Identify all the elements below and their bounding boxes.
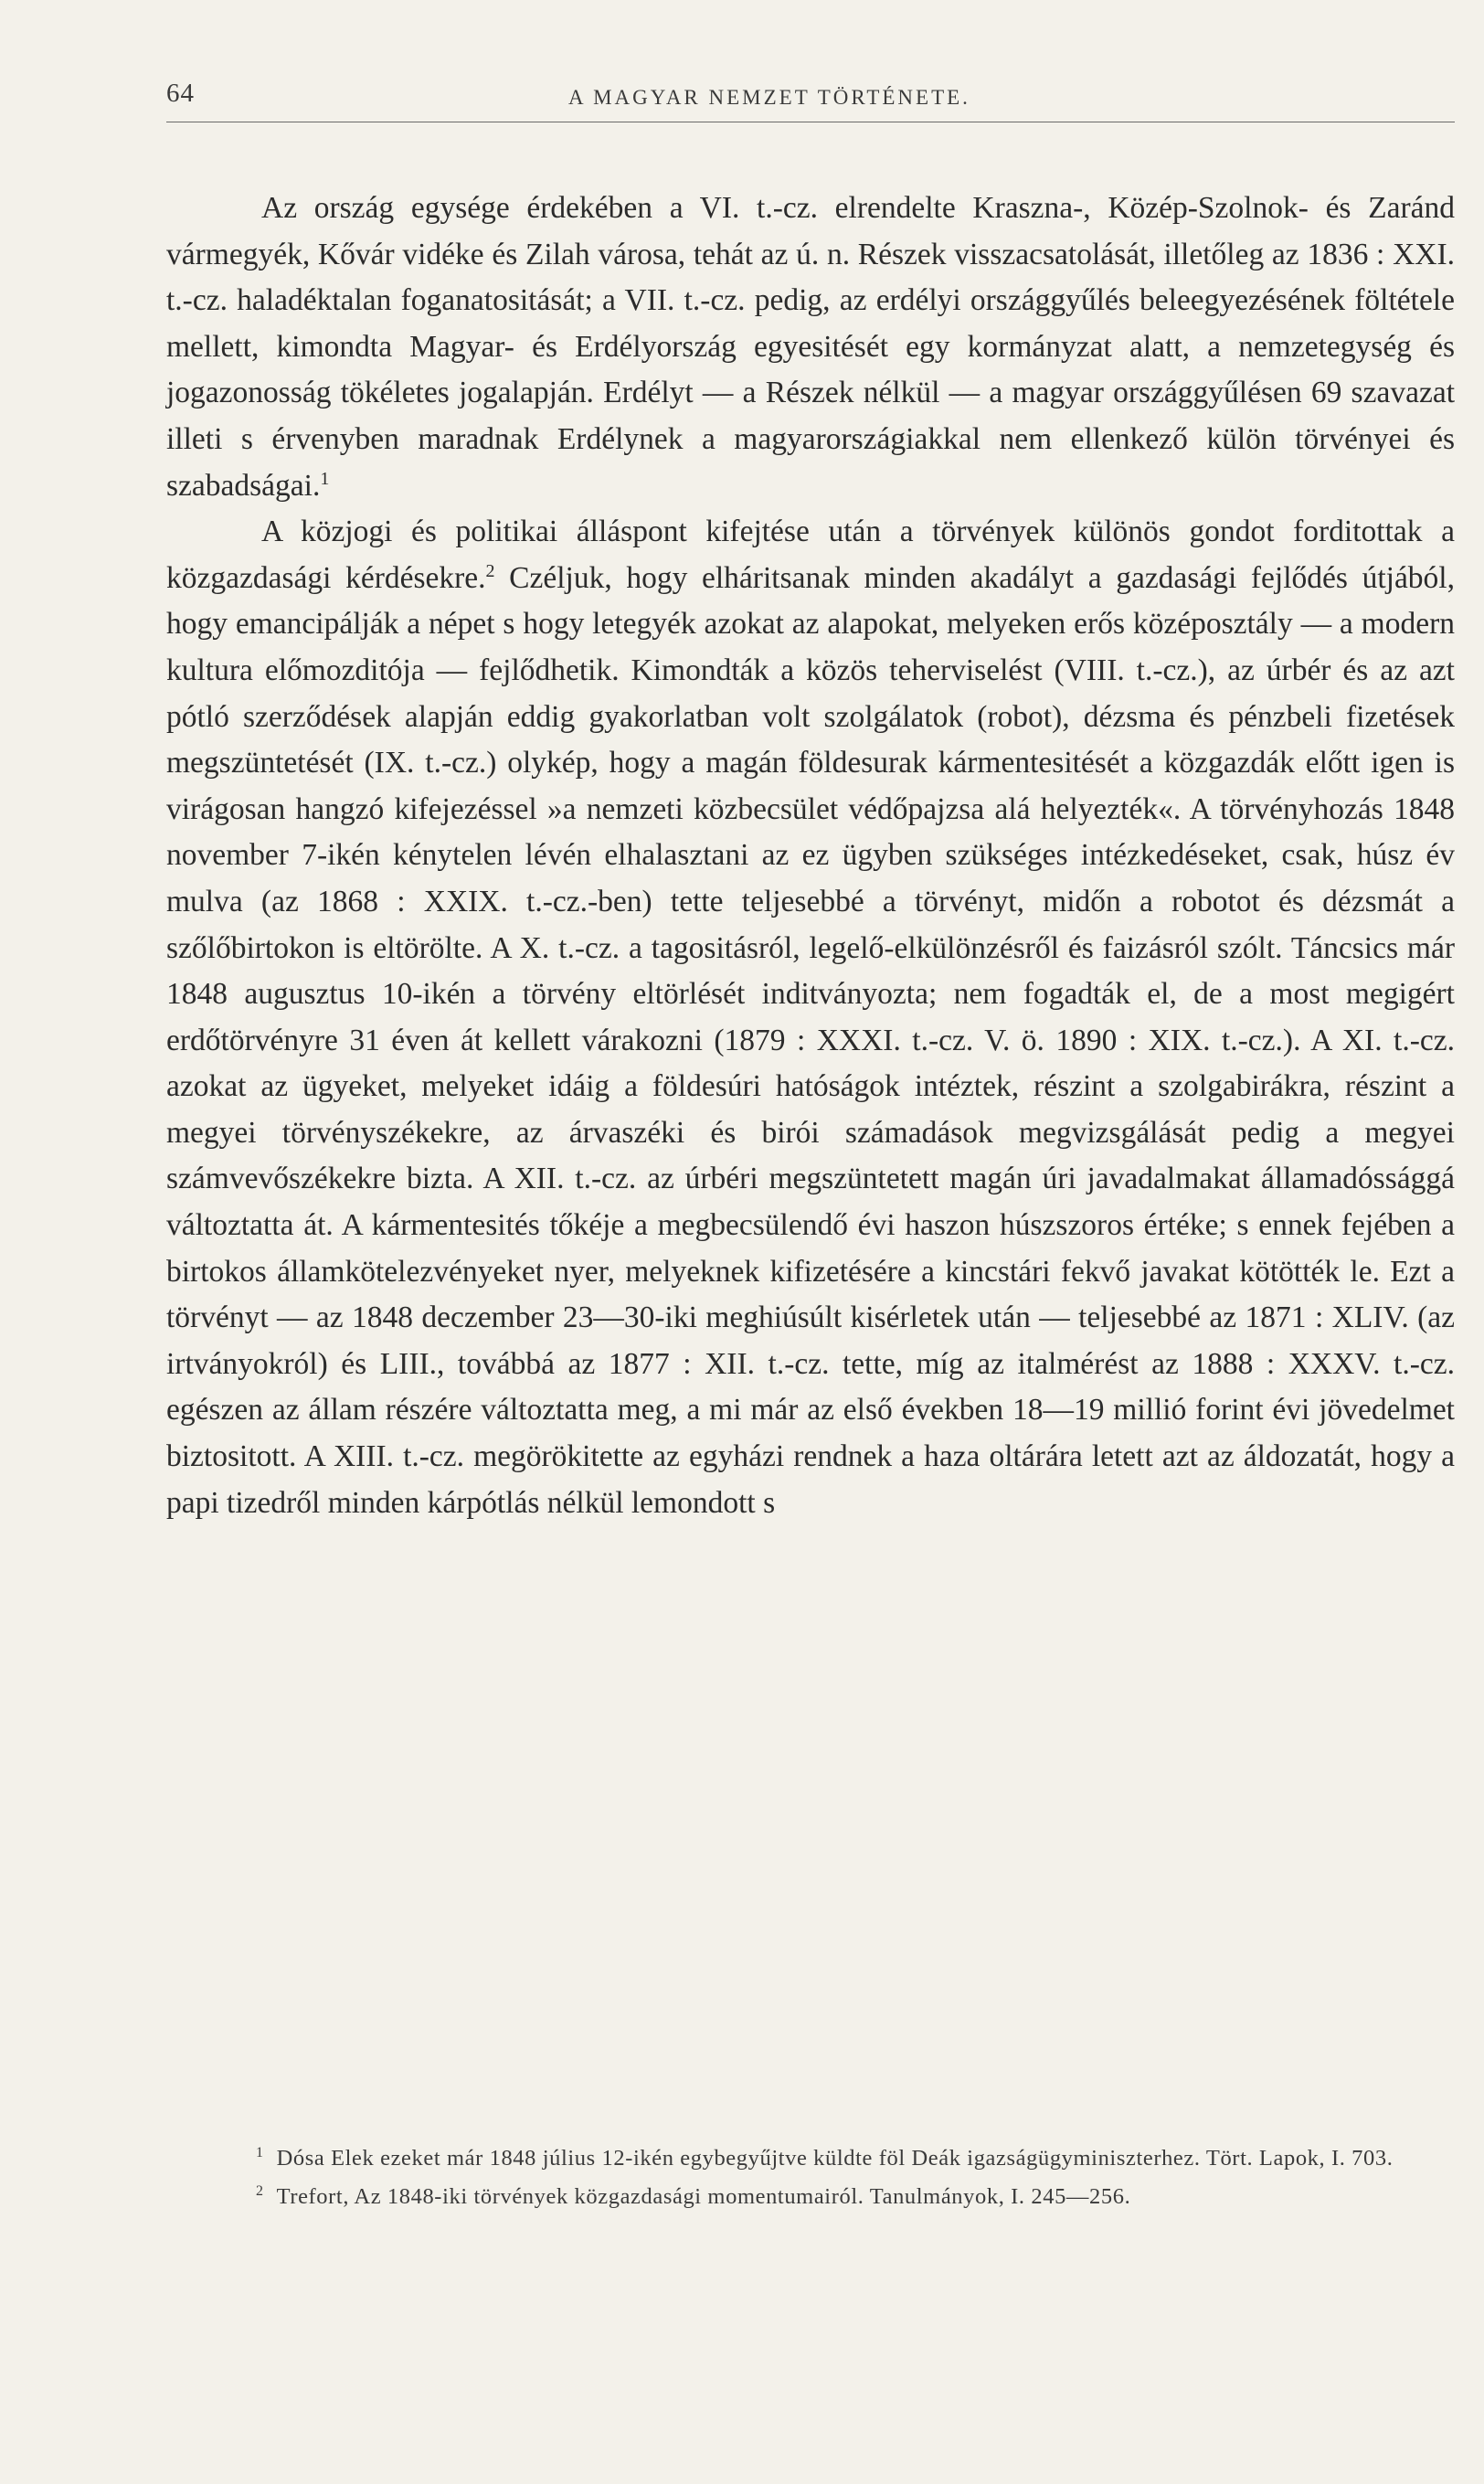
footnote-reference: 2 bbox=[485, 560, 495, 581]
footnote bbox=[166, 2181, 1455, 2213]
footnote-reference: 1 bbox=[320, 468, 330, 489]
paragraph bbox=[166, 186, 1455, 509]
body-text bbox=[166, 186, 1455, 1526]
footnote-text: Dósa Elek ezeket már 1848 július 12-ikén egybegyűjtve küldte föl Deák igazságügyminiszterhez. Tört. Lapok, I. 703. bbox=[276, 2146, 1394, 2171]
footnote bbox=[166, 2143, 1455, 2174]
footnote-mark: 2 bbox=[256, 2182, 264, 2199]
paragraph-text: Az ország egysége érdekében a VI. t.-cz. elrendelte Kraszna-, Közép-Szolnok- és Zaránd vármegyék, Kővár vidéke és Zilah városa, tehát az ú. n. Részek visszacsatolását, illetőleg az 1836 : XXI. t.-cz. haladéktalan foganatositását; a VII. t.-cz. pedig, az erdélyi országgyűlés beleegyezésének föltétele mellett, kimondta Magyar- és Erdélyország egyesitését egy kormányzat alatt, a nemzetegység és jogazonosság tökéletes jogalapján. Erdélyt — a Részek nélkül — a magyar országgyűlésen 69 szavazat illeti s érvenyben maradnak Erdélynek a magyarországiakkal nem ellenkező külön törvényei és szabadságai. bbox=[166, 191, 1455, 503]
running-title: A MAGYAR NEMZET TÖRTÉNETE. bbox=[568, 86, 970, 109]
paragraph-text: A közjogi és politikai álláspont kifejtése után a törvények különös gondot forditottak a közgazdasági kérdésekre. bbox=[166, 515, 1455, 595]
page-header bbox=[166, 75, 1455, 121]
footnote-mark: 1 bbox=[256, 2144, 264, 2160]
page-number: 64 bbox=[166, 79, 195, 108]
paragraph-text-continued: Czéljuk, hogy elháritsanak minden akadályt a gazdasági fejlődés útjából, hogy emancipálják a népet s hogy letegyék azokat az alapokat, melyeken erős középosztály — a modern kultura előmozditója — fejlődhetik. Kimondták a közös teherviselést (VIII. t.-cz.), az úrbér és az azt pótló szerződések alapján eddig gyakorlatban volt szolgálatok (robot), dézsma és pénzbeli fizetések megszüntetését (IX. t.-cz.) olykép, hogy a magán földesurak kármentesitését a közgazdák előtt igen is virágosan hangzó kifejezéssel »a nemzeti közbecsület védőpajzsa alá helyezték«. A törvényhozás 1848 november 7-ikén kénytelen lévén elhalasztani az ez ügyben szükséges intézkedéseket, csak, húsz év mulva (az 1868 : XXIX. t.-cz.-ben) tette teljesebbé a törvényt, midőn a robotot és dézsmát a szőlőbirtokon is eltörölte. A X. t.-cz. a tagositásról, legelő-elkülönzésről és faizásról szólt. Táncsics már 1848 augusztus 10-ikén a törvény eltörlését inditványozta; nem fogadták el, de a most megigért erdőtörvényre 31 éven át kellett várakozni (1879 : XXXI. t.-cz. V. ö. 1890 : XIX. t.-cz.). A XI. t.-cz. azokat az ügyeket, melyeket idáig a földesúri hatóságok intéztek, részint a szolgabirákra, részint a megyei törvényszékekre, az árvaszéki és birói számadások megvizsgálását pedig a megyei számvevőszékekre bizta. A XII. t.-cz. az úrbéri megszüntetett magán úri javadalmakat államadóssággá változtatta át. A kármentesités tőkéje a megbecsülendő évi haszon húszszoros értéke; s ennek fejében a birtokos államkötelezvényeket nyer, melyeknek kifizetésére a kincstári fekvő javakat kötötték le. Ezt a törvényt — az 1848 deczember 23—30-iki meghiúsúlt kisérletek után — teljesebbé az 1871 : XLIV. (az irtványokról) és LIII., továbbá az 1877 : XII. t.-cz. tette, míg az italmérést az 1888 : XXXV. t.-cz. egészen az állam részére változtatta meg, a mi már az első években 18—19 millió forint évi jövedelmet biztositott. A XIII. t.-cz. megörökitette az egyházi rendnek a haza oltárára letett azt az áldozatát, hogy a papi tizedről minden kárpótlás nélkül lemondott s bbox=[166, 560, 1455, 1520]
paragraph bbox=[166, 509, 1455, 1526]
footnote-text: Trefort, Az 1848-iki törvények közgazdasági momentumairól. Tanulmányok, I. 245—256. bbox=[276, 2184, 1131, 2209]
footnotes bbox=[166, 2143, 1455, 2220]
